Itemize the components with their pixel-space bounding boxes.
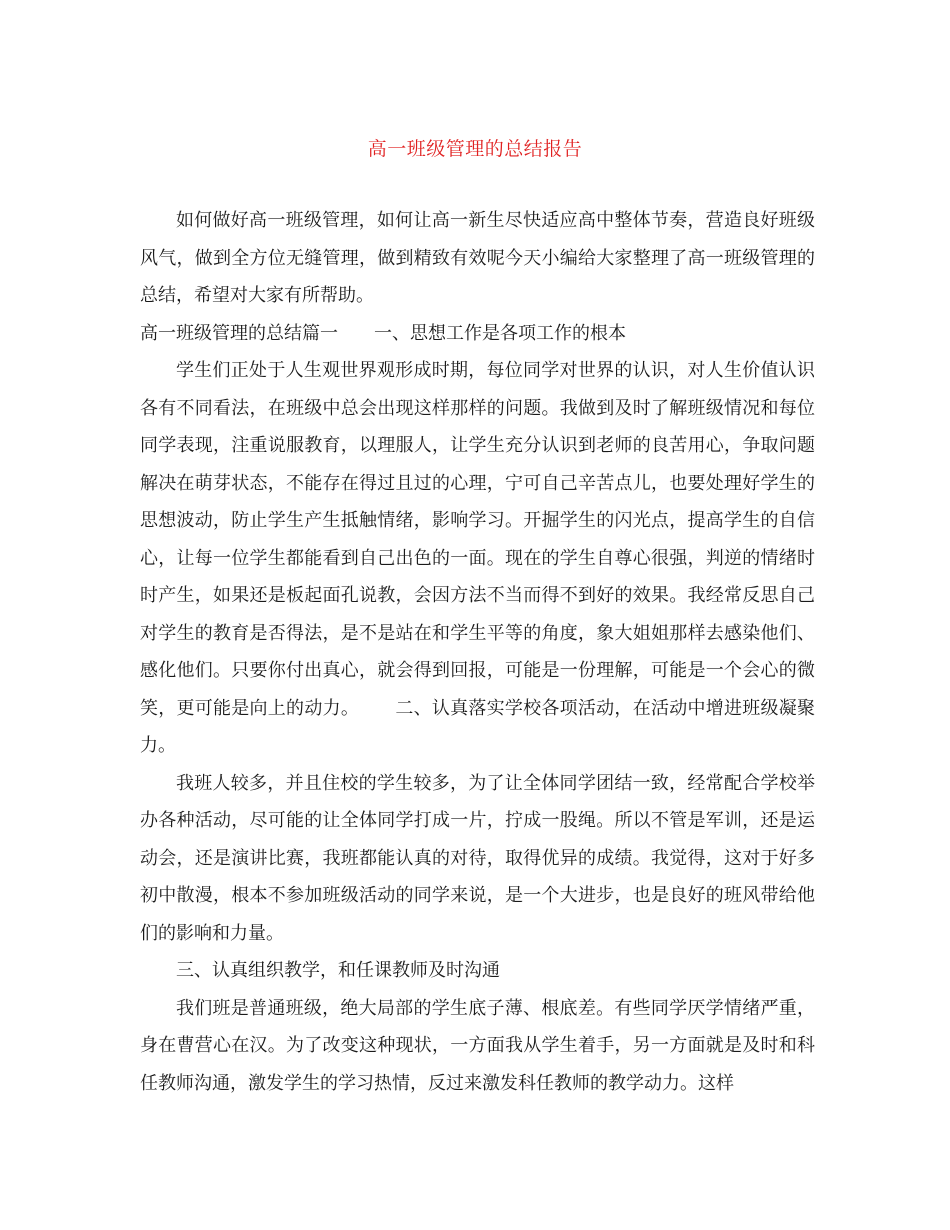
section3-heading: 三、认真组织教学，和任课教师及时沟通 — [176, 960, 500, 981]
section2-paragraph: 我班人较多，并且住校的学生较多，为了让全体同学团结一致，经常配合学校举办各种活动，尽可能的让全体同学打成一片，拧成一股绳。所以不管是军训，还是运动会，还是演讲比赛，我班都能认真的对待，取得优异的成绩。我觉得，这对于好多初中散漫，根本不参加班级活动的同学来说，是一个大进步，也是良好的班风带给他们的影响和力量。 — [140, 772, 815, 944]
section1-body: 学生们正处于人生观世界观形成时期，每位同学对世界的认识，对人生价值认识各有不同看法，在班级中总会出现这样那样的问题。我做到及时了解班级情况和每位同学表现，注重说服教育，以理服人，让学生充分认识到老师的良苦用心，争取问题解决在萌芽状态，不能存在得过且过的心理，宁可自己辛苦点儿，也要处理好学生的思想波动，防止学生产生抵触情绪，影响学习。开掘学生的闪光点，提高学生的自信心，让每一位学生都能看到自己出色的一面。现在的学生自尊心很强，判逆的情绪时时产生，如果还是板起面孔说教，会因方法不当而得不到好的效果。我经常反思自己对学生的教育是否得法，是不是站在和学生平等的角度，象大姐姐那样去感染他们、感化他们。只要你付出真心，就会得到回报，可能是一份理解，可能是一个会心的微笑，更可能是向上的动力。 — [140, 360, 815, 719]
page-title: 高一班级管理的总结报告 — [367, 138, 583, 160]
section1-heading: 一、思想工作是各项工作的根本 — [374, 322, 626, 344]
intro-paragraph: 如何做好高一班级管理，如何让高一新生尽快适应高中整体节奏，营造良好班级风气，做到全方位无缝管理，做到精致有效呢今天小编给大家整理了高一班级管理的总结，希望对大家有所帮助。 — [140, 210, 815, 306]
chapter-label: 高一班级管理的总结篇一 — [140, 322, 338, 344]
document-body — [140, 202, 815, 1102]
section3-paragraph: 我们班是普通班级，绝大局部的学生底子薄、根底差。有些同学厌学情绪严重，身在曹营心在汉。为了改变这种现状，一方面我从学生着手，另一方面就是及时和科任教师沟通，激发学生的学习热情，反过来激发科任教师的教学动力。这样 — [140, 997, 815, 1094]
chapter-line — [140, 315, 815, 353]
section2-heading: 二、认真落实学校各项活动，在活动中增进班级凝聚力。 — [140, 697, 816, 756]
section1-paragraph — [140, 352, 815, 765]
